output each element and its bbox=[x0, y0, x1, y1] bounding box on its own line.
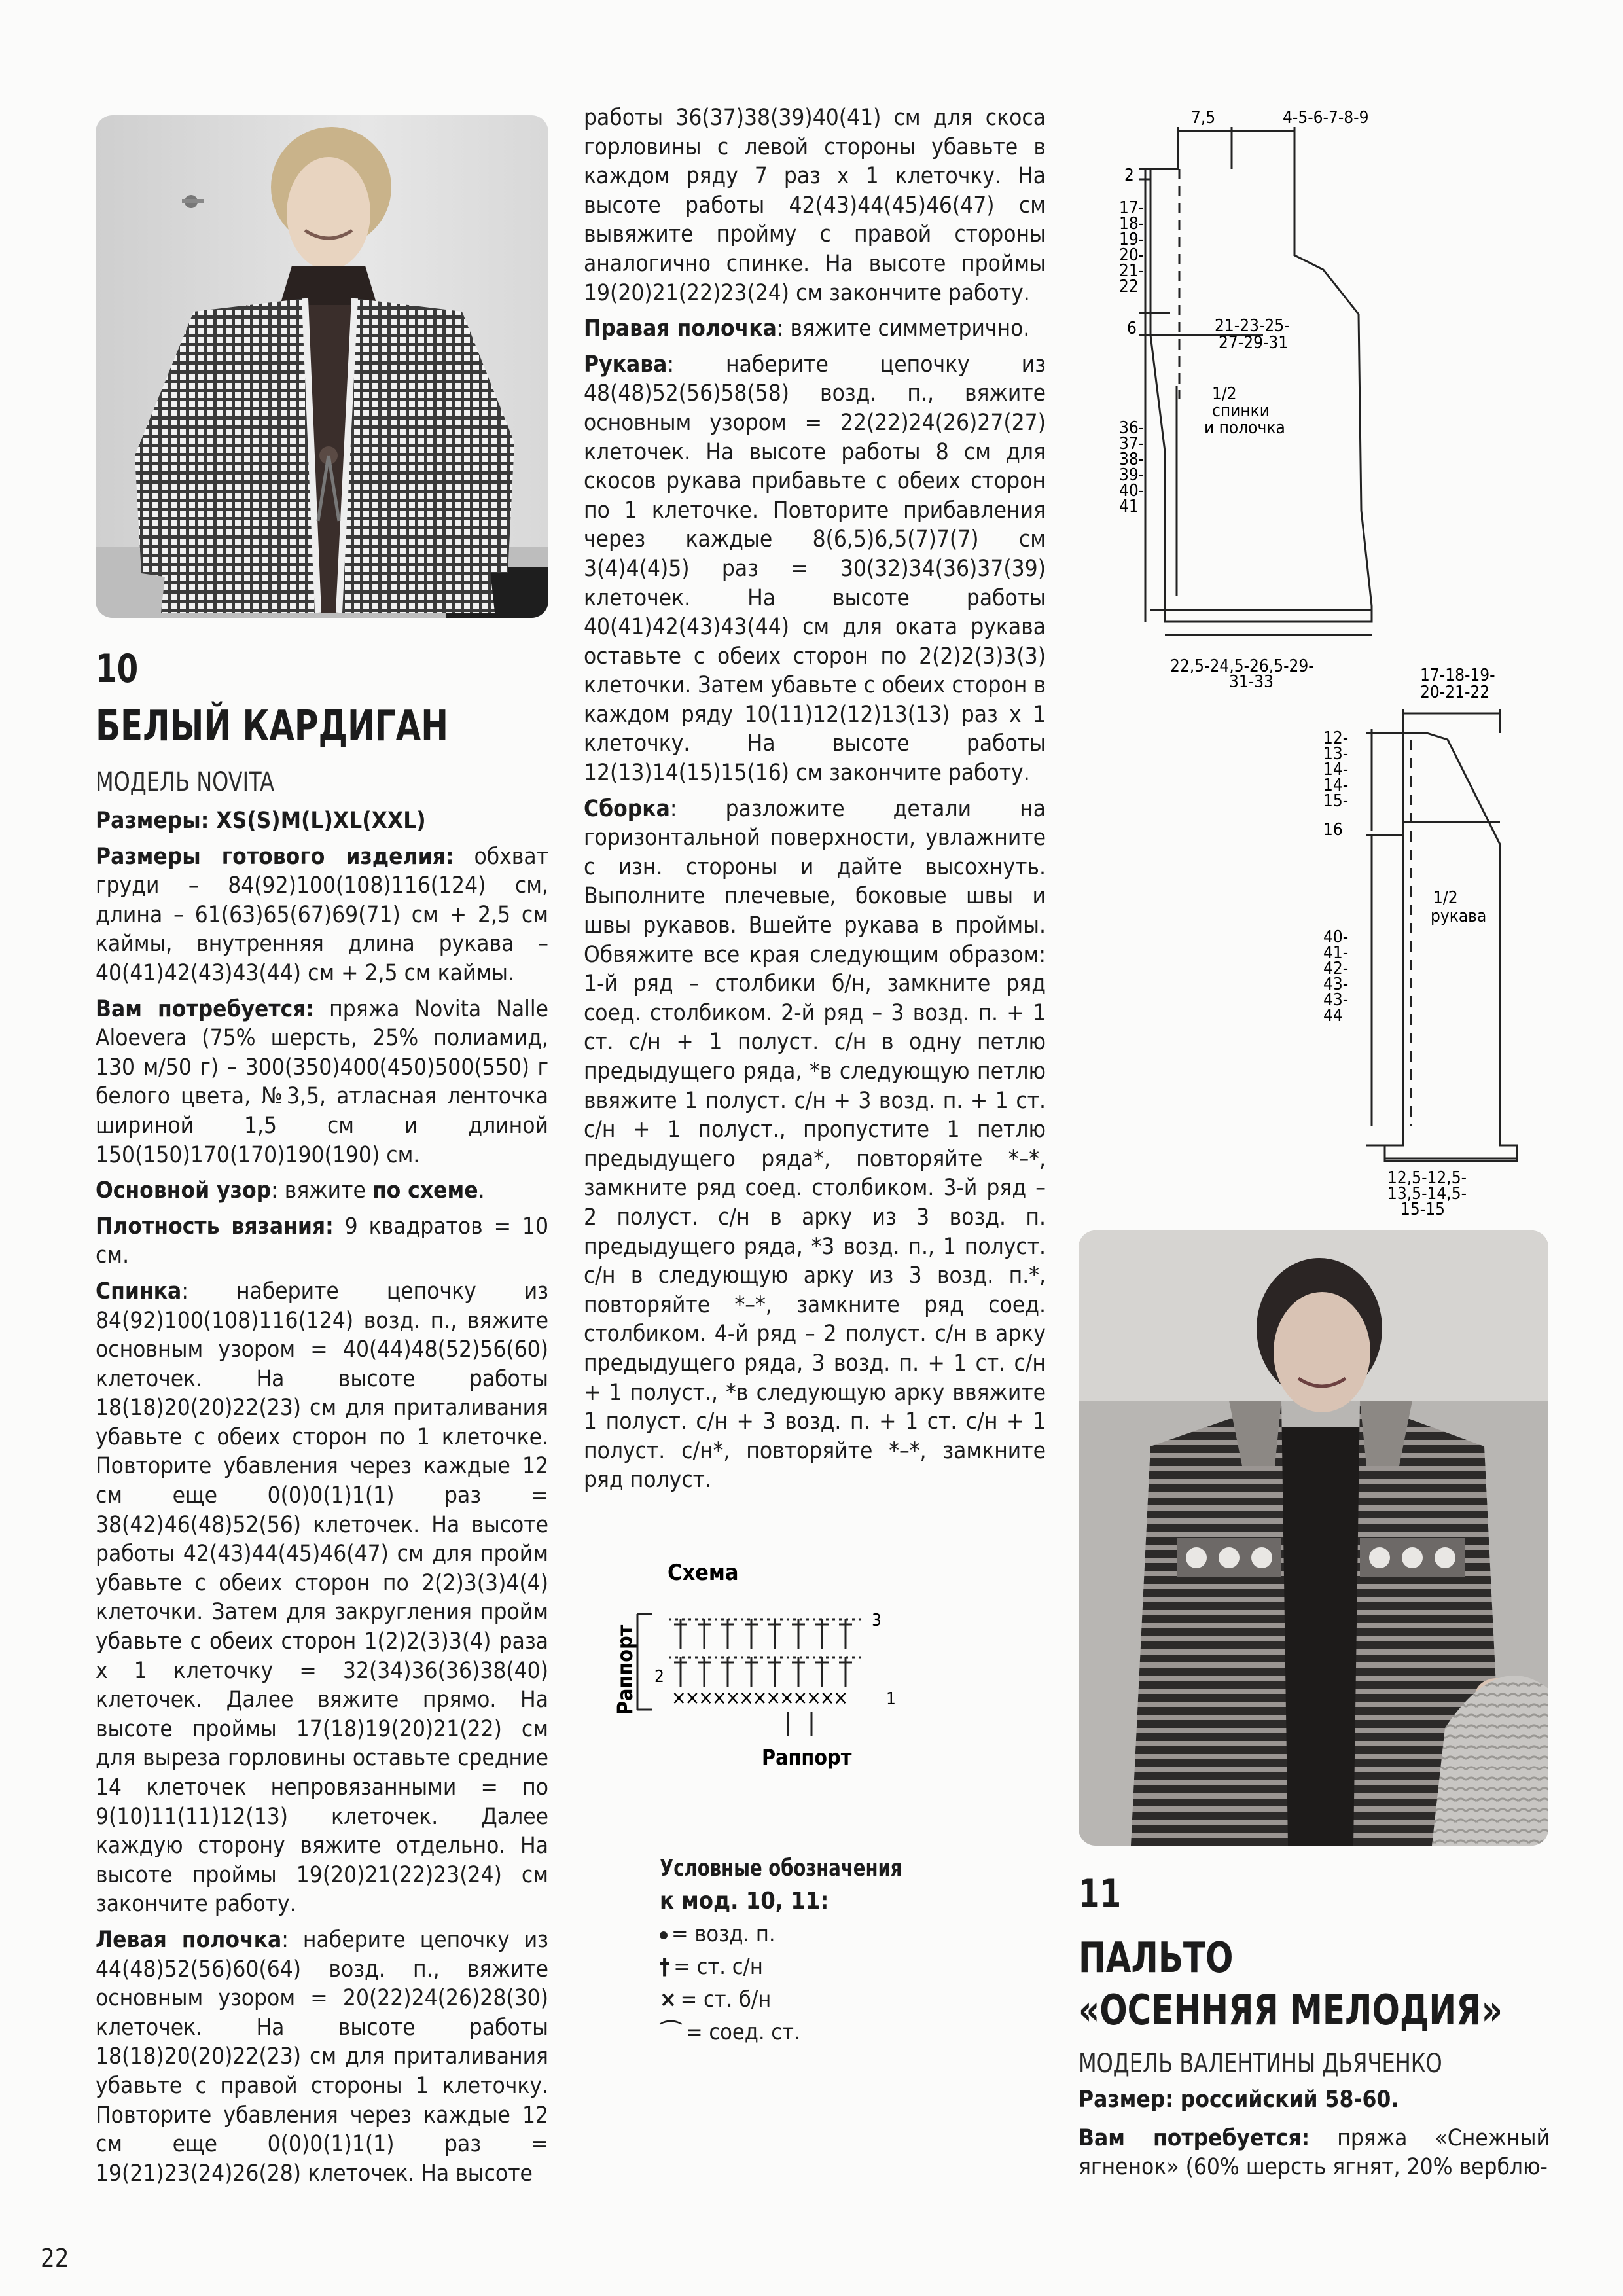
legend-item-dc: † = ст. с/н bbox=[660, 1954, 763, 1980]
scheme-rapport-vertical: Раппорт bbox=[613, 1624, 637, 1715]
body-left-a-5: 22 bbox=[1119, 277, 1139, 296]
section11-materials: Вам потребуется: пряжа «Снежный ягненок» (60% шерсть ягнят, 20% верблю- bbox=[1079, 2125, 1550, 2181]
pattern-paragraph: Основной узор: вяжите по схеме. bbox=[96, 1177, 485, 1204]
page-number: 22 bbox=[41, 2244, 69, 2272]
body-left-2: 2 bbox=[1124, 166, 1134, 185]
body-left-6: 6 bbox=[1127, 319, 1137, 338]
scheme-row2: 2 bbox=[654, 1667, 664, 1687]
body-left-b-0: 36- bbox=[1119, 418, 1145, 438]
stitch-scheme bbox=[609, 1551, 949, 1800]
sleeve-left-b-3: 43- bbox=[1323, 975, 1349, 994]
legend-title-1: Условные обозначения bbox=[660, 1855, 902, 1882]
sleeve-left-a-2: 14- bbox=[1323, 760, 1349, 780]
right-front-paragraph: Правая полочка: вяжите симметрично. bbox=[584, 315, 1030, 342]
sleeve-top-1: 17-18-19- bbox=[1420, 666, 1495, 685]
sleeve-label-2: рукава bbox=[1431, 906, 1487, 926]
sleeve-bottom-1: 12,5-12,5- bbox=[1387, 1168, 1467, 1188]
section11-size: Размер: российский 58-60. bbox=[1079, 2087, 1399, 2113]
sleeve-left-a-1: 13- bbox=[1323, 744, 1349, 764]
scheme-title: Схема bbox=[668, 1560, 739, 1586]
legend bbox=[660, 1852, 1013, 2049]
gauge-paragraph: Плотность вязания: 9 квадратов = 10 см. bbox=[96, 1213, 548, 1269]
scheme-row1-stitches: ××××××××××××× bbox=[671, 1687, 847, 1710]
sleeve-label-1: 1/2 bbox=[1433, 888, 1458, 908]
body-left-b-4: 40- bbox=[1119, 481, 1145, 501]
body-label-2: спинки bbox=[1212, 401, 1270, 421]
body-left-a-2: 19- bbox=[1119, 230, 1145, 249]
body-bottom-2: 31-33 bbox=[1229, 672, 1274, 687]
coat-photo bbox=[1079, 1230, 1548, 1846]
sleeve-left-b-4: 43- bbox=[1323, 990, 1349, 1010]
section11-title-1: ПАЛЬТО bbox=[1079, 1934, 1234, 1982]
body-left-a-4: 21- bbox=[1119, 261, 1145, 281]
section11-number: 11 bbox=[1079, 1871, 1122, 1917]
scheme-row3: 3 bbox=[872, 1611, 882, 1630]
sleeve-left-a-5: 16 bbox=[1323, 820, 1343, 840]
sleeve-left-a-3: 14- bbox=[1323, 776, 1349, 795]
body-left-b-5: 41 bbox=[1119, 497, 1139, 516]
sleeve-left-a-4: 15- bbox=[1323, 791, 1349, 811]
legend-title-2: к мод. 10, 11: bbox=[660, 1888, 829, 1914]
left-front-continued: работы 36(37)38(39)40(41) см для скоса горловины с левой стороны убавьте в каждом ряду 7 раз x 1 клеточку. На высоте работы 42(43)44(45)46(47) см вывяжите пройму с правой стороны аналогично спинке. На высоте проймы 19(20)21(22)23(24) см закончите работу. bbox=[584, 105, 1046, 306]
column-3-text bbox=[1079, 2085, 1550, 2189]
legend-item-sc: × = ст. б/н bbox=[660, 1986, 772, 2013]
section10-title: БЕЛЫЙ КАРДИГАН bbox=[96, 702, 448, 751]
sizes-line: Размеры: XS(S)M(L)XL(XXL) bbox=[96, 808, 426, 834]
legend-item-slip: ⌒ = соед. ст. bbox=[660, 2019, 800, 2045]
sleeve-left-b-0: 40- bbox=[1323, 927, 1349, 947]
section10-number: 10 bbox=[96, 646, 139, 692]
section11-model: МОДЕЛЬ ВАЛЕНТИНЫ ДЬЯЧЕНКО bbox=[1079, 2049, 1442, 2079]
left-front-paragraph: Левая полочка: наберите цепочку из 44(48)52(56)60(64) возд. п., вяжите основным узором = 20(22)24(26)28(30) клеточек. На высоте работы 18(18)20(20)22(23) см для приталивания убавьте с правой стороны 1 клеточку. Повторите убавления через каждые 12 см еще 0(0)0(1)1(1) раз = 19(21)23(24)26(28) клеточек. На высоте bbox=[96, 1926, 548, 2187]
finished-size-paragraph: Размеры готового изделия: обхват груди – 84(92)100(108)116(124) см, длина – 61(63)65(67)69(71) см + 2,5 см каймы, внутренняя длина рукава – 40(41)42(43)43(44) см + 2,5 см каймы. bbox=[96, 843, 548, 986]
sleeve-bottom-2: 13,5-14,5- bbox=[1387, 1184, 1467, 1204]
body-bottom-1: 22,5-24,5-26,5-29- bbox=[1170, 656, 1314, 676]
cardigan-photo bbox=[96, 115, 548, 618]
slip-stitch-icon: ⌒ bbox=[660, 2019, 682, 2045]
double-crochet-icon: † bbox=[660, 1954, 670, 1980]
body-left-b-3: 39- bbox=[1119, 465, 1145, 485]
body-left-a-0: 17- bbox=[1119, 198, 1145, 218]
body-label-1: 1/2 bbox=[1212, 384, 1237, 404]
column-1 bbox=[96, 806, 548, 2195]
back-paragraph: Спинка: наберите цепочку из 84(92)100(108)116(124) возд. п., вяжите основным узором = 40(44)48(52)56(60) клеточек. На высоте работы 18(18)20(20)22(23) см для приталивания убавьте с обеих сторон по 1 клеточке. Повторите убавления через каждые 12 см еще 0(0)0(1)1(1) раз = 38(42)46(48)52(56) клеточек. На высоте работы 42(43)44(45)46(47) см для пройм убавьте с обеих сторон по 2(2)3(3)4(4) клеточки. Затем для закругления пройм убавьте с обеих сторон 1(2)2(3)3(4) раза x 1 клеточку = 32(34)36(36)38(40) клеточек. Далее вяжите прямо. На высоте проймы 17(18)19(20)21(22) см для выреза горловины оставьте средние 14 клеточек непровязанными = по 9(10)11(11)12(13) клеточек. Далее каждую сторону вяжите отдельно. На высоте проймы 19(20)21(22)23(24) см закончите работу. bbox=[96, 1278, 548, 1918]
body-label-3: и полочка bbox=[1204, 418, 1285, 438]
materials-paragraph: Вам потребуется: пряжа Novita Nalle Aloevera (75% шерсть, 25% полиамид, 130 м/50 г) – 300(350)400(450)500(550) г белого цвета, №3,5, атласная ленточка шириной 1,5 см и длиной 150(150)170(170)190(190) см. bbox=[96, 996, 548, 1168]
section10-model: МОДЕЛЬ NOVITA bbox=[96, 767, 275, 797]
chain-stitch-icon bbox=[660, 1931, 668, 1939]
section11-title-2: «ОСЕННЯЯ МЕЛОДИЯ» bbox=[1079, 1986, 1503, 2035]
body-left-a-3: 20- bbox=[1119, 245, 1145, 265]
column-2 bbox=[584, 103, 1046, 1501]
sleeves-paragraph: Рукава: наберите цепочку из 48(48)52(56)58(58) возд. п., вяжите основным узором = 22(22)24(26)27(27) клеточек. На высоте работы 8 см для скосов рукава прибавьте с обеих сторон по 1 клеточке. Повторите прибавления через каждые 8(6,5)6,5(7)7(7) см 3(4)4(4)5) раз = 30(32)34(36)37(39) клеточек. На высоте работы 40(41)42(43)43(44) см для оката рукава оставьте с обеих сторон по 2(2)2(3)3(3) клеточки. Затем убавьте с обеих сторон в каждом ряду 10(11)12(12)13(13) раз x 1 клеточку. На высоте работы 12(13)14(15)15(16) см закончите работу. bbox=[584, 351, 1046, 787]
sleeve-bottom-3: 15-15 bbox=[1400, 1200, 1445, 1219]
scheme-row1: 1 bbox=[886, 1689, 896, 1709]
body-top-right: 4-5-6-7-8-9 bbox=[1283, 108, 1369, 128]
assembly-paragraph: Сборка: разложите детали на горизонтальной поверхности, увлажните с изн. стороны и дайте высохнуть. Выполните плечевые, боковые швы и швы рукавов. Вшейте рукава в проймы. Обвяжите все края следующим образом: 1-й ряд – столбики б/н, замкните ряд соед. столбиком. 2-й ряд – 3 возд. п. + 1 ст. с/н + 1 полуст. с/н в одну петлю предыдущего ряда, *в следующую петлю ввяжите 1 полуст. с/н + 3 возд. п. + 1 ст. с/н + 1 полуст., пропустите 1 петлю предыдущего ряда*, повторяйте *–*, замкните ряд соед. столбиком. 3-й ряд – 2 полуст. с/н в арку из 3 возд. п. предыдущего ряда, *3 возд. п., 1 полуст. с/н в следующую арку из 3 возд. п.*, повторяйте *–*, замкните ряд соед. столбиком. 4-й ряд – 2 полуст. с/н в арку предыдущего ряда, 3 возд. п. + 1 ст. с/н + 1 полуст., *в следующую арку ввяжите 1 полуст. с/н + 3 возд. п. + 1 ст. с/н + 1 полуст. с/н*, повторяйте *–*, замкните ряд полуст. bbox=[584, 795, 1046, 1494]
sleeve-left-b-1: 41- bbox=[1323, 943, 1349, 963]
sleeve-top-2: 20-21-22 bbox=[1420, 683, 1490, 702]
sleeve-left-a-0: 12- bbox=[1323, 728, 1349, 748]
body-left-a-1: 18- bbox=[1119, 214, 1145, 234]
body-diagram bbox=[1067, 98, 1472, 687]
body-top-left: 7,5 bbox=[1191, 108, 1216, 128]
legend-item-chain: = возд. п. bbox=[660, 1918, 1013, 1950]
sleeve-diagram bbox=[1302, 655, 1590, 1230]
single-crochet-icon: × bbox=[660, 1986, 677, 2013]
body-armhole-1: 21-23-25- bbox=[1215, 316, 1290, 336]
sleeve-left-b-5: 44 bbox=[1323, 1006, 1343, 1026]
body-armhole-2: 27-29-31 bbox=[1219, 333, 1289, 353]
scheme-rapport-horizontal: Раппорт bbox=[762, 1745, 852, 1770]
sleeve-left-b-2: 42- bbox=[1323, 959, 1349, 978]
body-left-b-2: 38- bbox=[1119, 450, 1145, 469]
body-left-b-1: 37- bbox=[1119, 434, 1145, 454]
